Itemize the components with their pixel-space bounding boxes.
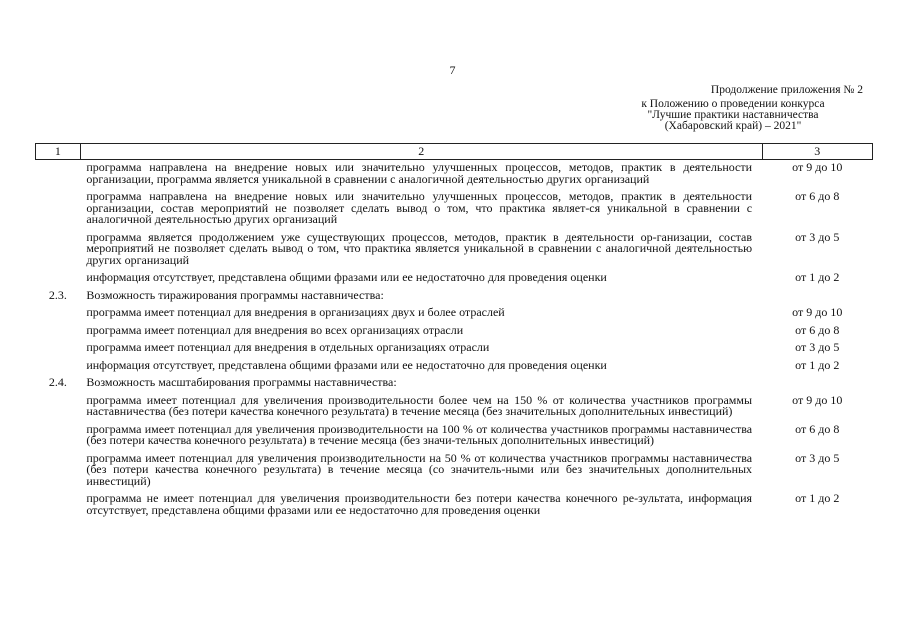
criterion-text: программа имеет потенциал для внедрения в отдельных организациях отрасли	[86, 340, 490, 354]
criterion-text: программа имеет потенциал для увеличения производительности на 50 % от количества участников программы наставничества (без потери качества конечного результата) в течение месяца (со значитель-ными или без значительных дополнительных инвестиций)	[86, 450, 753, 488]
row-number: 2.3.	[48, 287, 67, 302]
criterion-text: программа имеет потенциал для внедрения во всех организациях отрасли	[86, 322, 464, 337]
table-row	[36, 270, 873, 288]
score-range: от 3 до 5	[795, 450, 840, 465]
table-row	[36, 451, 873, 492]
row-number	[36, 305, 81, 323]
row-number	[36, 422, 81, 451]
appendix-reference-line: к Положению о проведении конкурса	[641, 98, 825, 110]
criterion-text: Возможность масштабирования программы наставничества:	[86, 375, 397, 389]
score-range: от 1 до 2	[795, 270, 840, 284]
table-header-row	[36, 144, 873, 160]
table-row	[36, 393, 873, 422]
criterion-text: программа направлена на внедрение новых или значительно улучшенных процессов, методов, практик в деятельности организации, состав мероприятий не позволяет сделать вывод о том, что практика являет-ся уникальной в сравнении с аналогичной деятельностью других организаций	[86, 189, 753, 226]
column-header-3: 3	[762, 144, 872, 160]
row-number	[36, 393, 81, 422]
row-number	[36, 323, 81, 341]
criterion-text: программа является продолжением уже существующих процессов, методов, практик в деятельности ор-ганизации, состав мероприятий не позволяет сделать вывод о том, что практика является уникальной в сравнении с аналогичной деятельностью других организаций	[86, 229, 753, 267]
section-row	[36, 375, 873, 393]
score-range: от 3 до 5	[795, 340, 840, 354]
column-header-1: 1	[36, 144, 81, 160]
table-row	[36, 305, 873, 323]
contest-region-line: (Хабаровский край) – 2021"	[664, 120, 802, 132]
criterion-text: программа направлена на внедрение новых или значительно улучшенных процессов, методов, практик в деятельности организации, программа является уникальной в сравнении с аналогичной деятельностью других организаций	[86, 160, 753, 186]
score-range: от 6 до 8	[795, 421, 840, 436]
section-row	[36, 288, 873, 306]
table-row	[36, 422, 873, 451]
row-number	[36, 358, 81, 376]
score-range	[762, 375, 872, 393]
score-range: от 9 до 10	[792, 160, 843, 174]
criterion-text: программа имеет потенциал для внедрения в организациях двух и более отраслей	[86, 305, 505, 319]
column-header-2: 2	[80, 144, 762, 160]
table-body	[36, 160, 873, 521]
page-number: 7	[449, 63, 456, 77]
row-number	[36, 189, 81, 230]
table-row	[36, 491, 873, 520]
table-row	[36, 358, 873, 376]
score-range: от 9 до 10	[792, 392, 843, 407]
row-number	[36, 340, 81, 358]
criterion-text: информация отсутствует, представлена общими фразами или ее недостаточно для проведения оценки	[86, 357, 607, 372]
row-number	[36, 230, 81, 271]
table-row	[36, 189, 873, 230]
table-row	[36, 160, 873, 190]
criterion-text: информация отсутствует, представлена общими фразами или ее недостаточно для проведения оценки	[86, 270, 607, 284]
row-number	[36, 491, 81, 520]
row-number	[36, 160, 81, 190]
score-range: от 1 до 2	[795, 491, 840, 505]
table-row	[36, 230, 873, 271]
table-row	[36, 323, 873, 341]
row-number	[36, 270, 81, 288]
row-number: 2.4.	[48, 375, 67, 389]
appendix-header	[603, 85, 863, 132]
score-range: от 3 до 5	[795, 229, 840, 244]
score-range: от 9 до 10	[792, 305, 843, 319]
score-range: от 6 до 8	[795, 189, 840, 203]
score-range	[762, 288, 872, 306]
criterion-text: программа не имеет потенциал для увеличения производительности без потери качества конечного ре-зультата, информация отсутствует, представлена общими фразами или ее недостаточно для проведения оценки	[86, 491, 753, 517]
criteria-table	[35, 143, 873, 520]
row-number	[36, 451, 81, 492]
criterion-text: Возможность тиражирования программы наставничества:	[86, 287, 384, 302]
criterion-text: программа имеет потенциал для увеличения производительности на 100 % от количества участников программы наставничества (без потери качества конечного результата) в течение месяца (без значи-тельных дополнительных инвестиций)	[86, 421, 753, 447]
table-row	[36, 340, 873, 358]
score-range: от 6 до 8	[795, 322, 840, 337]
appendix-continuation-line: Продолжение приложения № 2	[710, 84, 863, 96]
criterion-text: программа имеет потенциал для увеличения производительности более чем на 150 % от количества участников программы наставничества (без потери качества конечного результата) в течение месяца (без значительных дополнительных инвестиций)	[86, 392, 753, 418]
score-range: от 1 до 2	[795, 357, 840, 372]
contest-name-line: "Лучшие практики наставничества	[647, 109, 819, 121]
